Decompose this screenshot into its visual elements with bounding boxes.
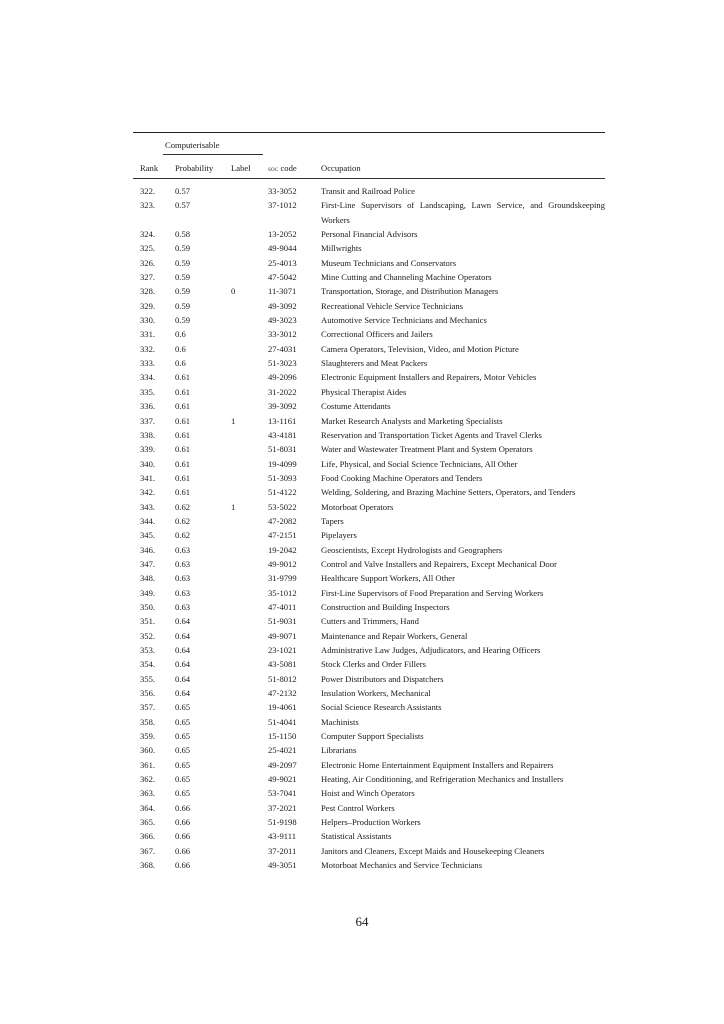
occupation-cell: Stock Clerks and Order Fillers: [321, 659, 427, 670]
soc-code-cell: 51-8031: [268, 444, 297, 455]
occupation-cell: Reservation and Transportation Ticket Agents and Travel Clerks: [321, 429, 542, 440]
soc-code-cell: 43-5081: [268, 659, 297, 670]
soc-code-cell: 33-3052: [268, 186, 297, 196]
probability-cell: 0.63: [175, 601, 191, 612]
soc-code-cell: 23-1021: [268, 645, 297, 655]
table-row: [133, 772, 605, 786]
occupation-cell: Heating, Air Conditioning, and Refrigeration Mechanics and Installers: [321, 774, 564, 785]
table-row: [133, 227, 605, 241]
occupation-cell: Correctional Officers and Jailers: [321, 329, 433, 340]
table-row: [133, 729, 605, 743]
rank-header: Rank: [140, 163, 159, 173]
rank-cell: 350.: [140, 601, 156, 612]
soc-code-cell: 47-2151: [268, 530, 297, 541]
occupation-cell: Market Research Analysts and Marketing Specialists: [321, 415, 503, 426]
occupation-cell: Motorboat Mechanics and Service Technicians: [321, 860, 483, 871]
probability-cell: 0.59: [175, 257, 191, 268]
occupation-cell: Pest Control Workers: [321, 802, 395, 813]
table-column-headers: [133, 155, 605, 179]
probability-cell: 0.6: [175, 343, 186, 354]
rank-cell: 355.: [140, 673, 156, 684]
table-row: [133, 198, 605, 227]
probability-cell: 0.64: [175, 659, 191, 670]
soc-code-header: [268, 163, 297, 173]
rank-cell: 340.: [140, 458, 156, 469]
soc-code-cell: 25-4013: [268, 257, 297, 268]
table-row: [133, 586, 605, 600]
probability-cell: 0.65: [175, 731, 191, 742]
rank-cell: 365.: [140, 817, 156, 828]
table-row: [133, 457, 605, 471]
probability-cell: 0.59: [175, 315, 191, 326]
table-row: [133, 385, 605, 399]
occupation-cell: Costume Attendants: [321, 401, 391, 412]
rank-cell: 331.: [140, 329, 156, 340]
rank-cell: 368.: [140, 860, 156, 871]
occupation-cell: Museum Technicians and Conservators: [321, 257, 457, 268]
probability-header: Probability: [175, 163, 214, 173]
soc-code-cell: 49-3023: [268, 315, 297, 326]
table-row: [133, 313, 605, 327]
table-row: [133, 829, 605, 843]
rank-cell: 328.: [140, 286, 156, 297]
probability-cell: 0.66: [175, 802, 191, 813]
occupation-cell: Construction and Building Inspectors: [321, 601, 450, 612]
occupation-cell: Geoscientists, Except Hydrologists and Geographers: [321, 544, 503, 555]
soc-code-cell: 49-9012: [268, 558, 297, 569]
probability-cell: 0.65: [175, 745, 191, 756]
soc-code-cell: 19-4061: [268, 702, 297, 713]
probability-cell: 0.59: [175, 243, 191, 254]
table-row: [133, 643, 605, 657]
rank-cell: 347.: [140, 558, 156, 569]
rank-cell: 357.: [140, 702, 156, 713]
occupation-cell: Hoist and Winch Operators: [321, 788, 415, 799]
occupation-cell: Janitors and Cleaners, Except Maids and Housekeeping Cleaners: [321, 845, 545, 856]
occupation-header: Occupation: [321, 163, 361, 173]
occupation-cell: Recreational Vehicle Service Technicians: [321, 300, 464, 311]
occupation-cell: Insulation Workers, Mechanical: [321, 688, 431, 699]
occupation-cell: Pipelayers: [321, 530, 357, 541]
rank-cell: 332.: [140, 343, 156, 354]
probability-cell: 0.58: [175, 229, 191, 240]
rank-cell: 323.: [140, 200, 156, 211]
rank-cell: 324.: [140, 229, 156, 240]
computerisable-header: Computerisable: [165, 140, 220, 150]
occupation-cell: Mine Cutting and Channeling Machine Operators: [321, 272, 492, 283]
rank-cell: 337.: [140, 415, 156, 426]
table-group-header: [133, 133, 605, 155]
table-row: [133, 557, 605, 571]
probability-cell: 0.63: [175, 573, 191, 584]
soc-code-cell: 33-3012: [268, 329, 297, 340]
occupation-cell: Electronic Home Entertainment Equipment Installers and Repairers: [321, 759, 554, 770]
probability-cell: 0.61: [175, 472, 191, 483]
rank-cell: 349.: [140, 587, 156, 598]
soc-abbrev: soc: [268, 164, 279, 173]
soc-code-cell: 15-1150: [268, 731, 297, 742]
rank-cell: 346.: [140, 544, 156, 555]
soc-code-cell: 19-4099: [268, 458, 297, 469]
label-cell: 0: [231, 286, 236, 297]
table-row: [133, 543, 605, 557]
occupation-cell: Computer Support Specialists: [321, 731, 424, 742]
table-row: [133, 815, 605, 829]
soc-code-cell: 11-3071: [268, 286, 297, 297]
occupation-cell: Maintenance and Repair Workers, General: [321, 630, 468, 641]
soc-code-cell: 31-9799: [268, 573, 297, 584]
probability-cell: 0.64: [175, 630, 191, 641]
soc-code-cell: 25-4021: [268, 745, 297, 756]
rank-cell: 341.: [140, 472, 156, 483]
table-row: [133, 471, 605, 485]
occupation-cell: Motorboat Operators: [321, 501, 394, 512]
label-header: Label: [231, 163, 251, 173]
rank-cell: 352.: [140, 630, 156, 641]
probability-cell: 0.62: [175, 501, 191, 512]
rank-cell: 348.: [140, 573, 156, 584]
rank-cell: 364.: [140, 802, 156, 813]
rank-cell: 326.: [140, 257, 156, 268]
rank-cell: 335.: [140, 386, 156, 397]
probability-cell: 0.65: [175, 774, 191, 785]
rank-cell: 363.: [140, 788, 156, 799]
table-row: [133, 858, 605, 872]
occupation-cell: First-Line Supervisors of Landscaping, Lawn Service, and Groundskeeping Workers: [321, 200, 605, 225]
soc-code-cell: 47-2082: [268, 515, 297, 526]
soc-code-cell: 51-9198: [268, 817, 297, 828]
probability-cell: 0.6: [175, 358, 186, 369]
table-row: [133, 801, 605, 815]
probability-cell: 0.59: [175, 286, 191, 297]
rank-cell: 358.: [140, 716, 156, 727]
table-row: [133, 370, 605, 384]
probability-cell: 0.57: [175, 200, 191, 211]
probability-cell: 0.61: [175, 444, 191, 455]
occupation-cell: Transit and Railroad Police: [321, 186, 415, 196]
soc-code-cell: 47-5042: [268, 272, 297, 283]
occupation-cell: Camera Operators, Television, Video, and Motion Picture: [321, 343, 519, 354]
probability-cell: 0.65: [175, 788, 191, 799]
table-row: [133, 241, 605, 255]
table-row: [133, 657, 605, 671]
probability-cell: 0.61: [175, 415, 191, 426]
occupation-cell: Slaughterers and Meat Packers: [321, 358, 428, 369]
occupation-cell: Millwrights: [321, 243, 362, 254]
table-row: [133, 256, 605, 270]
rank-cell: 329.: [140, 300, 156, 311]
rank-cell: 360.: [140, 745, 156, 756]
soc-code-cell: 47-4011: [268, 601, 297, 612]
probability-cell: 0.64: [175, 673, 191, 684]
soc-code-cell: 49-2097: [268, 759, 297, 770]
table-row: [133, 715, 605, 729]
probability-cell: 0.6: [175, 329, 186, 340]
table-row: [133, 743, 605, 757]
rank-cell: 325.: [140, 243, 156, 254]
soc-code-cell: 49-3092: [268, 300, 297, 311]
soc-code-cell: 37-2011: [268, 845, 297, 856]
table-row: [133, 342, 605, 356]
probability-cell: 0.66: [175, 845, 191, 856]
table-row: [133, 844, 605, 858]
rank-cell: 354.: [140, 659, 156, 670]
table-row: [133, 758, 605, 772]
table-row: [133, 356, 605, 370]
soc-code-cell: 37-2021: [268, 802, 297, 813]
soc-code-cell: 53-5022: [268, 501, 297, 512]
occupation-cell: Helpers–Production Workers: [321, 817, 421, 828]
probability-cell: 0.66: [175, 817, 191, 828]
rank-cell: 322.: [140, 186, 156, 196]
soc-code-cell: 37-1012: [268, 200, 297, 211]
rank-cell: 345.: [140, 530, 156, 541]
rank-cell: 366.: [140, 831, 156, 842]
occupation-cell: Statistical Assistants: [321, 831, 392, 842]
occupation-cell: Water and Wastewater Treatment Plant and System Operators: [321, 444, 533, 455]
occupation-cell: Social Science Research Assistants: [321, 702, 442, 713]
table-row: [133, 270, 605, 284]
table-row: [133, 700, 605, 714]
soc-code-cell: 19-2042: [268, 544, 297, 555]
soc-code-cell: 27-4031: [268, 343, 297, 354]
occupation-cell: First-Line Supervisors of Food Preparation and Serving Workers: [321, 587, 544, 598]
probability-cell: 0.62: [175, 530, 191, 541]
soc-code-cell: 49-2096: [268, 372, 297, 383]
probability-cell: 0.64: [175, 688, 191, 699]
table-row: [133, 500, 605, 514]
rank-cell: 343.: [140, 501, 156, 512]
probability-cell: 0.61: [175, 487, 191, 498]
occupation-cell: Physical Therapist Aides: [321, 386, 407, 397]
occupation-cell: Automotive Service Technicians and Mechanics: [321, 315, 487, 326]
table-row: [133, 629, 605, 643]
soc-code-cell: 35-1012: [268, 587, 297, 598]
soc-code-cell: 13-2052: [268, 229, 297, 240]
probability-cell: 0.64: [175, 645, 191, 655]
probability-cell: 0.65: [175, 759, 191, 770]
probability-cell: 0.63: [175, 544, 191, 555]
probability-cell: 0.65: [175, 702, 191, 713]
code-word: code: [278, 163, 297, 173]
probability-cell: 0.61: [175, 458, 191, 469]
table-row: [133, 327, 605, 341]
table-row: [133, 428, 605, 442]
occupation-cell: Power Distributors and Dispatchers: [321, 673, 444, 684]
soc-code-cell: 31-2022: [268, 386, 297, 397]
rank-cell: 362.: [140, 774, 156, 785]
table-row: [133, 414, 605, 428]
table-row: [133, 485, 605, 499]
probability-cell: 0.61: [175, 429, 191, 440]
rank-cell: 359.: [140, 731, 156, 742]
soc-code-cell: 49-9021: [268, 774, 297, 785]
rank-cell: 330.: [140, 315, 156, 326]
occupation-table: [133, 132, 605, 873]
soc-code-cell: 49-3051: [268, 860, 297, 871]
occupation-cell: Tapers: [321, 515, 344, 526]
table-row: [133, 528, 605, 542]
occupation-cell: Food Cooking Machine Operators and Tenders: [321, 472, 483, 483]
soc-code-cell: 49-9071: [268, 630, 297, 641]
soc-code-cell: 47-2132: [268, 688, 297, 699]
table-body: [133, 179, 605, 873]
probability-cell: 0.65: [175, 716, 191, 727]
probability-cell: 0.59: [175, 272, 191, 283]
occupation-cell: Electronic Equipment Installers and Repairers, Motor Vehicles: [321, 372, 537, 383]
table-row: [133, 442, 605, 456]
table-row: [133, 600, 605, 614]
rank-cell: 356.: [140, 688, 156, 699]
label-cell: 1: [231, 501, 236, 512]
probability-cell: 0.57: [175, 186, 191, 196]
rank-cell: 336.: [140, 401, 156, 412]
table-row: [133, 399, 605, 413]
occupation-cell: Welding, Soldering, and Brazing Machine Setters, Operators, and Tenders: [321, 487, 576, 498]
occupation-cell: Control and Valve Installers and Repairers, Except Mechanical Door: [321, 558, 557, 569]
label-cell: 1: [231, 415, 236, 426]
occupation-cell: Life, Physical, and Social Science Technicians, All Other: [321, 458, 518, 469]
occupation-cell: Healthcare Support Workers, All Other: [321, 573, 455, 584]
rank-cell: 334.: [140, 372, 156, 383]
occupation-cell: Cutters and Trimmers, Hand: [321, 616, 419, 627]
rank-cell: 367.: [140, 845, 156, 856]
soc-code-cell: 43-9111: [268, 831, 297, 842]
probability-cell: 0.59: [175, 300, 191, 311]
probability-cell: 0.66: [175, 860, 191, 871]
soc-code-cell: 43-4181: [268, 429, 297, 440]
probability-cell: 0.64: [175, 616, 191, 627]
soc-code-cell: 51-4041: [268, 716, 297, 727]
occupation-cell: Librarians: [321, 745, 357, 756]
table-row: [133, 571, 605, 585]
rank-cell: 361.: [140, 759, 156, 770]
probability-cell: 0.63: [175, 558, 191, 569]
soc-code-cell: 53-7041: [268, 788, 297, 799]
soc-code-cell: 13-1161: [268, 415, 297, 426]
table-row: [133, 672, 605, 686]
table-row: [133, 786, 605, 800]
table-row: [133, 614, 605, 628]
rank-cell: 327.: [140, 272, 156, 283]
table-row: [133, 184, 605, 198]
table-row: [133, 299, 605, 313]
rank-cell: 353.: [140, 645, 156, 655]
occupation-cell: Personal Financial Advisors: [321, 229, 418, 240]
soc-code-cell: 51-9031: [268, 616, 297, 627]
rank-cell: 342.: [140, 487, 156, 498]
rank-cell: 338.: [140, 429, 156, 440]
soc-code-cell: 49-9044: [268, 243, 297, 254]
rank-cell: 339.: [140, 444, 156, 455]
page-number: 64: [355, 914, 369, 929]
probability-cell: 0.61: [175, 386, 191, 397]
probability-cell: 0.61: [175, 372, 191, 383]
soc-code-cell: 51-3023: [268, 358, 297, 369]
occupation-cell: Transportation, Storage, and Distribution Managers: [321, 286, 499, 297]
probability-cell: 0.66: [175, 831, 191, 842]
table-row: [133, 284, 605, 298]
rank-cell: 344.: [140, 515, 156, 526]
probability-cell: 0.63: [175, 587, 191, 598]
occupation-cell: Machinists: [321, 716, 359, 727]
probability-cell: 0.61: [175, 401, 191, 412]
probability-cell: 0.62: [175, 515, 191, 526]
rank-cell: 333.: [140, 358, 156, 369]
occupation-cell: Administrative Law Judges, Adjudicators, and Hearing Officers: [321, 645, 541, 655]
rank-cell: 351.: [140, 616, 156, 627]
soc-code-cell: 51-8012: [268, 673, 297, 684]
soc-code-cell: 39-3092: [268, 401, 297, 412]
soc-code-cell: 51-4122: [268, 487, 297, 498]
table-row: [133, 514, 605, 528]
table-row: [133, 686, 605, 700]
soc-code-cell: 51-3093: [268, 472, 297, 483]
